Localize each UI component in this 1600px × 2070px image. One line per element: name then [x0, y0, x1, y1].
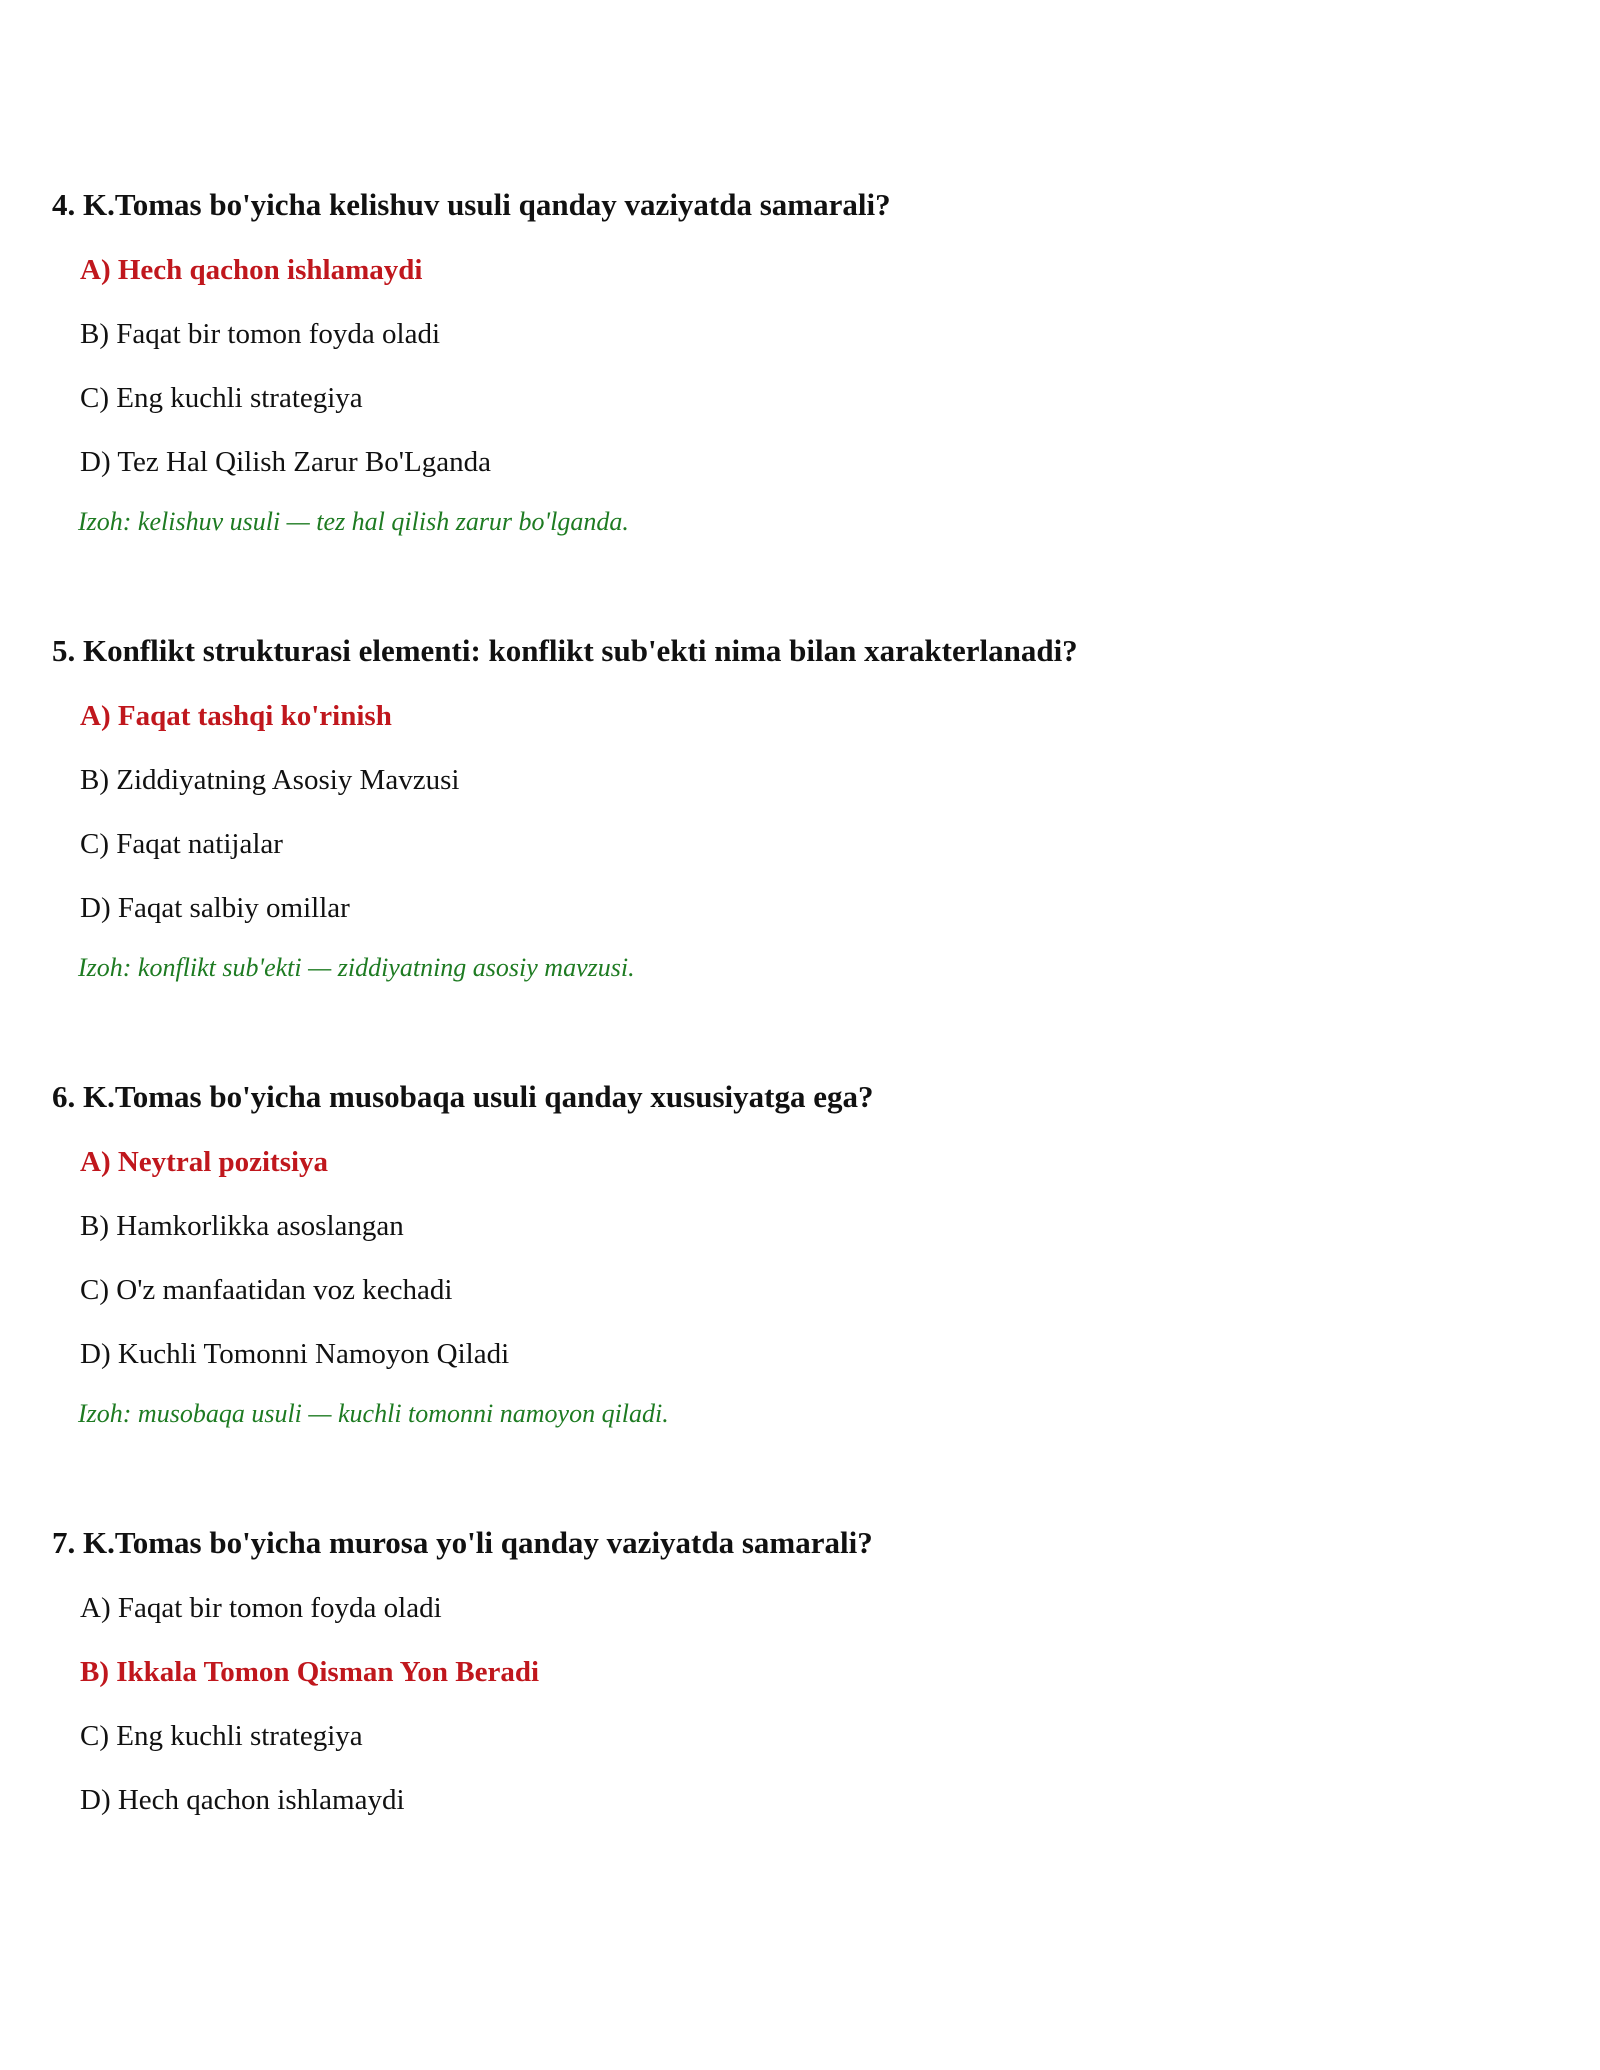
option-d: D) Tez Hal Qilish Zarur Bo'Lganda: [80, 446, 491, 478]
option-b: B) Ikkala Tomon Qisman Yon Beradi: [80, 1656, 540, 1688]
option-c: C) Faqat natijalar: [80, 828, 283, 860]
option-a: A) Faqat tashqi ko'rinish: [80, 700, 392, 732]
option-list: [52, 698, 1552, 926]
question-block: [52, 186, 1552, 538]
option-c: C) Eng kuchli strategiya: [80, 382, 363, 414]
option-a: A) Faqat bir tomon foyda oladi: [80, 1592, 442, 1624]
question-title: 6. K.Tomas bo'yicha musobaqa usuli qanday xususiyatga ega?: [52, 1079, 874, 1114]
question-title: 4. K.Tomas bo'yicha kelishuv usuli qanday vaziyatda samarali?: [52, 187, 891, 222]
option-b: B) Hamkorlikka asoslangan: [80, 1210, 404, 1242]
option-list: [52, 1144, 1552, 1372]
option-b: B) Faqat bir tomon foyda oladi: [80, 318, 441, 350]
question-block: [52, 1524, 1552, 1818]
option-b: B) Ziddiyatning Asosiy Mavzusi: [80, 764, 460, 796]
question-block: [52, 632, 1552, 984]
explanation-note: Izoh: konflikt sub'ekti — ziddiyatning asosiy mavzusi.: [78, 953, 635, 982]
option-d: D) Faqat salbiy omillar: [80, 892, 350, 924]
question-title: 7. K.Tomas bo'yicha murosa yo'li qanday vaziyatda samarali?: [52, 1525, 873, 1560]
option-c: C) O'z manfaatidan voz kechadi: [80, 1274, 453, 1306]
option-c: C) Eng kuchli strategiya: [80, 1720, 363, 1752]
option-d: D) Kuchli Tomonni Namoyon Qiladi: [80, 1338, 510, 1370]
option-d: D) Hech qachon ishlamaydi: [80, 1784, 405, 1816]
explanation-note: Izoh: musobaqa usuli — kuchli tomonni namoyon qiladi.: [78, 1399, 669, 1428]
question-block: [52, 1078, 1552, 1430]
option-list: [52, 252, 1552, 480]
option-a: A) Neytral pozitsiya: [80, 1146, 329, 1178]
option-a: A) Hech qachon ishlamaydi: [80, 254, 423, 286]
question-title: 5. Konflikt strukturasi elementi: konflikt sub'ekti nima bilan xarakterlanadi?: [52, 633, 1078, 668]
explanation-note: Izoh: kelishuv usuli — tez hal qilish zarur bo'lganda.: [78, 507, 629, 536]
option-list: [52, 1590, 1552, 1818]
